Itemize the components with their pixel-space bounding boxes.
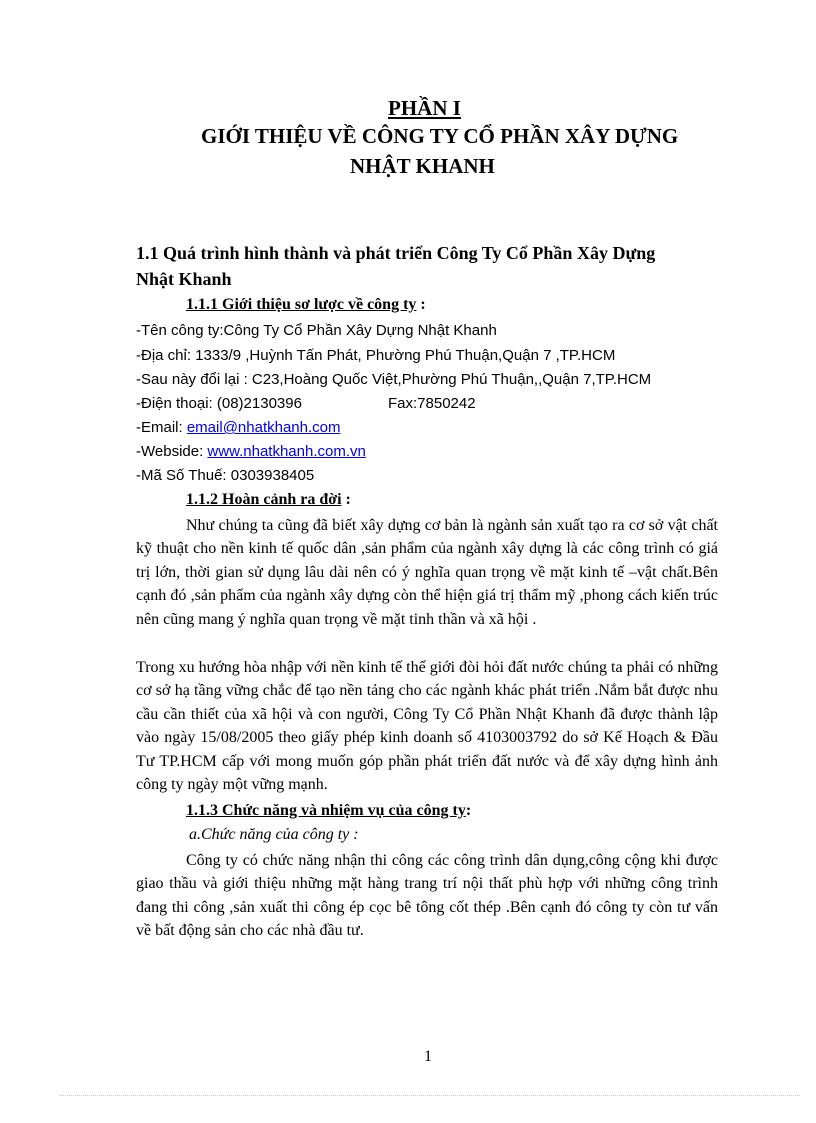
page-number: 1: [424, 1048, 432, 1065]
website-label: -Webside:: [136, 443, 208, 460]
paragraph-background: Như chúng ta cũng đã biết xây dựng cơ bản là ngành sản xuất tạo ra cơ sở vật chất kỹ thuật cho nền kinh tế quốc dân ,sản phẩm của ngành xây dựng là các công trình có giá trị lớn, thời gian sử dụng lâu dài nên có ý nghĩa quan trọng về mặt kinh tế –vật chất.Bên cạnh đó ,sản phẩm của ngành xây dựng còn thể hiện giá trị thẩm mỹ ,phong cách kiến trúc nên cũng mang ý nghĩa quan trọng về mặt tinh thần và xã hội .: [136, 517, 718, 628]
address-line: -Địa chỉ: 1333/9 ,Huỳnh Tấn Phát, Phường Phú Thuận,Quận 7 ,TP.HCM: [136, 347, 616, 364]
section-heading-1-1-3-suffix: :: [465, 802, 472, 819]
section-heading-1-1-line2: Nhật Khanh: [136, 269, 232, 289]
section-heading-1-1-1: [186, 296, 426, 314]
section-heading-1-1-3-text: 1.1.3 Chức năng và nhiệm vụ của công ty: [186, 802, 466, 819]
email-link[interactable]: email@nhatkhanh.com: [186, 419, 341, 436]
email-label: -Email:: [136, 419, 187, 436]
website-link[interactable]: www.nhatkhanh.com.vn: [207, 443, 366, 460]
section-heading-1-1-2-suffix: :: [341, 491, 351, 508]
section-heading-1-1-1-suffix: :: [416, 296, 426, 313]
website-line: [136, 443, 366, 460]
document-title-line2: NHẬT KHANH: [350, 154, 495, 178]
section-heading-1-1-1-text: 1.1.1 Giới thiệu sơ lược về công ty: [186, 296, 417, 313]
company-name-line: -Tên công ty:Công Ty Cổ Phần Xây Dựng Nhật Khanh: [136, 322, 497, 339]
section-heading-1-1-2: [186, 491, 351, 509]
fax-line: Fax:7850242: [388, 395, 476, 412]
page-bottom-divider: [60, 1095, 800, 1096]
phone-line: -Điện thoại: (08)2130396: [136, 395, 302, 412]
paragraph-founding: Trong xu hướng hòa nhập với nền kinh tế thế giới đòi hỏi đất nước chúng ta phải có những cơ sở hạ tầng vững chắc để tạo nền tảng cho các ngành khác phát triển .Nắm bắt được nhu cầu cần thiết của xã hội và con người, Công Ty Cổ Phần Nhật Khanh đã được thành lập vào ngày 15/08/2005 theo giấy phép kinh doanh số 4103003792 do sở Kế Hoạch & Đầu Tư TP.HCM cấp với mong muốn góp phần phát triển đất nước và để xây dựng hình ảnh công ty ngày một vững mạnh.: [136, 659, 718, 794]
tax-code-line: -Mã Số Thuế: 0303938405: [136, 467, 315, 484]
part-title: PHẦN I: [388, 96, 461, 120]
section-heading-1-1-line1: 1.1 Quá trình hình thành và phát triển Công Ty Cổ Phần Xây Dựng: [136, 243, 656, 263]
document-title-line1: GIỚI THIỆU VỀ CÔNG TY CỔ PHẦN XÂY DỰNG: [201, 124, 679, 148]
section-heading-1-1-2-text: 1.1.2 Hoàn cảnh ra đời: [186, 491, 342, 508]
new-address-line: -Sau này đổi lại : C23,Hoàng Quốc Việt,Phường Phú Thuận,,Quận 7,TP.HCM: [136, 371, 652, 388]
email-line: [136, 419, 340, 436]
section-heading-1-1-3: [186, 802, 471, 820]
subheading-functions: a.Chức năng của công ty :: [189, 826, 359, 843]
paragraph-functions: Công ty có chức năng nhận thi công các công trình dân dụng,công cộng khi được giao thầu và giới thiệu những mặt hàng trang trí nội thất phù hợp với những công trình đang thi công ,sản xuất thi công ép cọc bê tông cốt thép .Bên cạnh đó công ty còn tư vấn về bất động sản cho các nhà đầu tư.: [136, 852, 718, 940]
